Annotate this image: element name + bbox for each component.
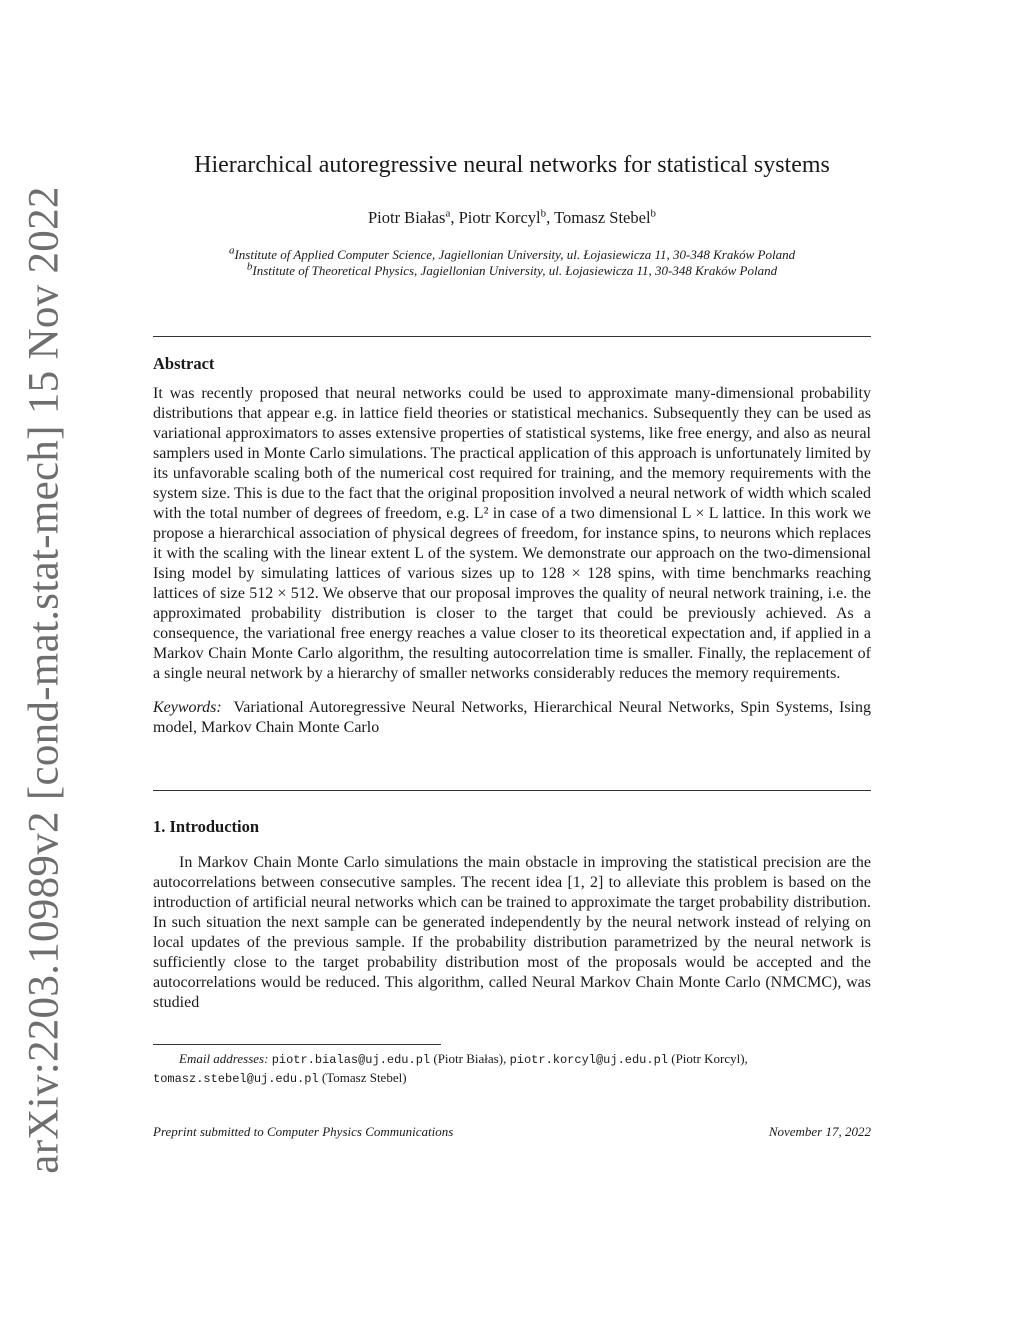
footnote-rule	[153, 1044, 441, 1045]
paper-title: Hierarchical autoregressive neural networks for statistical systems	[194, 152, 830, 178]
email-link[interactable]: tomasz.stebel@uj.edu.pl	[153, 1072, 319, 1086]
email-footnote: Email addresses: piotr.bialas@uj.edu.pl (Piotr Białas), piotr.korcyl@uj.edu.pl (Piotr Korcyl), tomasz.stebel@uj.edu.pl (Tomasz Stebel)	[153, 1051, 748, 1086]
email-link[interactable]: piotr.korcyl@uj.edu.pl	[509, 1053, 668, 1067]
keywords-label: Keywords:	[153, 699, 222, 716]
keywords-text: Variational Autoregressive Neural Networks, Hierarchical Neural Networks, Spin Systems, Ising model, Markov Chain Monte Carlo	[153, 699, 871, 736]
abstract-section	[153, 354, 871, 738]
affiliation-a: $^a$Institute of Applied Computer Science, Jagiellonian University, ul. Łojasiewicza 11, 30-348 Kraków Poland	[228, 244, 796, 262]
abstract-heading: Abstract	[153, 354, 215, 373]
email-owner: (Tomasz Stebel)	[321, 1070, 407, 1085]
author-name: Tomasz Stebel	[554, 208, 651, 227]
arxiv-identifier: arXiv:2203.10989v2 [cond-mat.stat-mech] 15 Nov 2022	[20, 186, 68, 1174]
footer-date: November 17, 2022	[768, 1124, 871, 1139]
section-heading: 1. Introduction	[153, 817, 260, 836]
affiliation-mark: a	[445, 207, 451, 220]
footer-journal: Preprint submitted to Computer Physics Communications	[153, 1124, 454, 1139]
top-rule	[153, 336, 871, 337]
author-name: Piotr Korcyl	[458, 208, 541, 227]
bottom-rule	[153, 790, 871, 791]
email-owner: (Piotr Korcyl)	[671, 1051, 745, 1066]
introduction-section	[153, 817, 871, 1013]
affiliation-mark: b	[650, 207, 657, 220]
introduction-text: In Markov Chain Monte Carlo simulations the main obstacle in improving the statistical precision are the autocorrelations between consecutive samples. The recent idea [1, 2] to alleviate this problem is based on the introduction of artificial neural networks which can be trained to approximate the target probability distribution. In such situation the next sample can be generated independently by the neural network instead of relying on local updates of the previous sample. If the probability distribution parametrized by the neural network is sufficiently close to the target probability distribution most of the proposals would be accepted and the autocorrelations would be reduced. This algorithm, called Neural Markov Chain Monte Carlo (NMCMC), was studied	[153, 854, 871, 1011]
author-name: Piotr Białas	[367, 208, 446, 227]
email-owner: (Piotr Białas)	[433, 1051, 504, 1066]
affiliation-mark: b	[540, 207, 547, 220]
keywords	[153, 698, 871, 738]
footnote-label: Email addresses:	[179, 1051, 269, 1066]
abstract-text: It was recently proposed that neural networks could be used to approximate many-dimensional probability distributions that appear e.g. in lattice field theories or statistical mechanics. Subsequently they can be used as variational approximators to asses extensive properties of statistical systems, like free energy, and also as neural samplers used in Monte Carlo simulations. The practical application of this approach is unfortunately limited by its unfavorable scaling both of the numerical cost required for training, and the memory requirements with the system size. This is due to the fact that the original proposition involved a neural network of width which scaled with the total number of degrees of freedom, e.g. L² in case of a two dimensional L × L lattice. In this work we propose a hierarchical association of physical degrees of freedom, for instance spins, to neurons which replaces it with the scaling with the linear extent L of the system. We demonstrate our approach on the two-dimensional Ising model by simulating lattices of various sizes up to 128 × 128 spins, with time benchmarks reaching lattices of size 512 × 512. We observe that our proposal improves the quality of neural network training, i.e. the approximated probability distribution is closer to the target that could be previously achieved. As a consequence, the variational free energy reaches a value closer to its theoretical expectation and, if applied in a Markov Chain Monte Carlo algorithm, the resulting autocorrelation time is smaller. Finally, the replacement of a single neural network by a hierarchy of smaller networks considerably reduces the memory requirements.	[153, 385, 871, 682]
author-list: Piotr Białas$^a$, Piotr Korcyl$^b$, Tomasz Stebel$^b$	[367, 207, 657, 227]
affiliation-b: $^b$Institute of Theoretical Physics, Jagiellonian University, ul. Łojasiewicza 11, 30-348 Kraków Poland	[246, 260, 778, 278]
email-link[interactable]: piotr.bialas@uj.edu.pl	[271, 1053, 431, 1067]
